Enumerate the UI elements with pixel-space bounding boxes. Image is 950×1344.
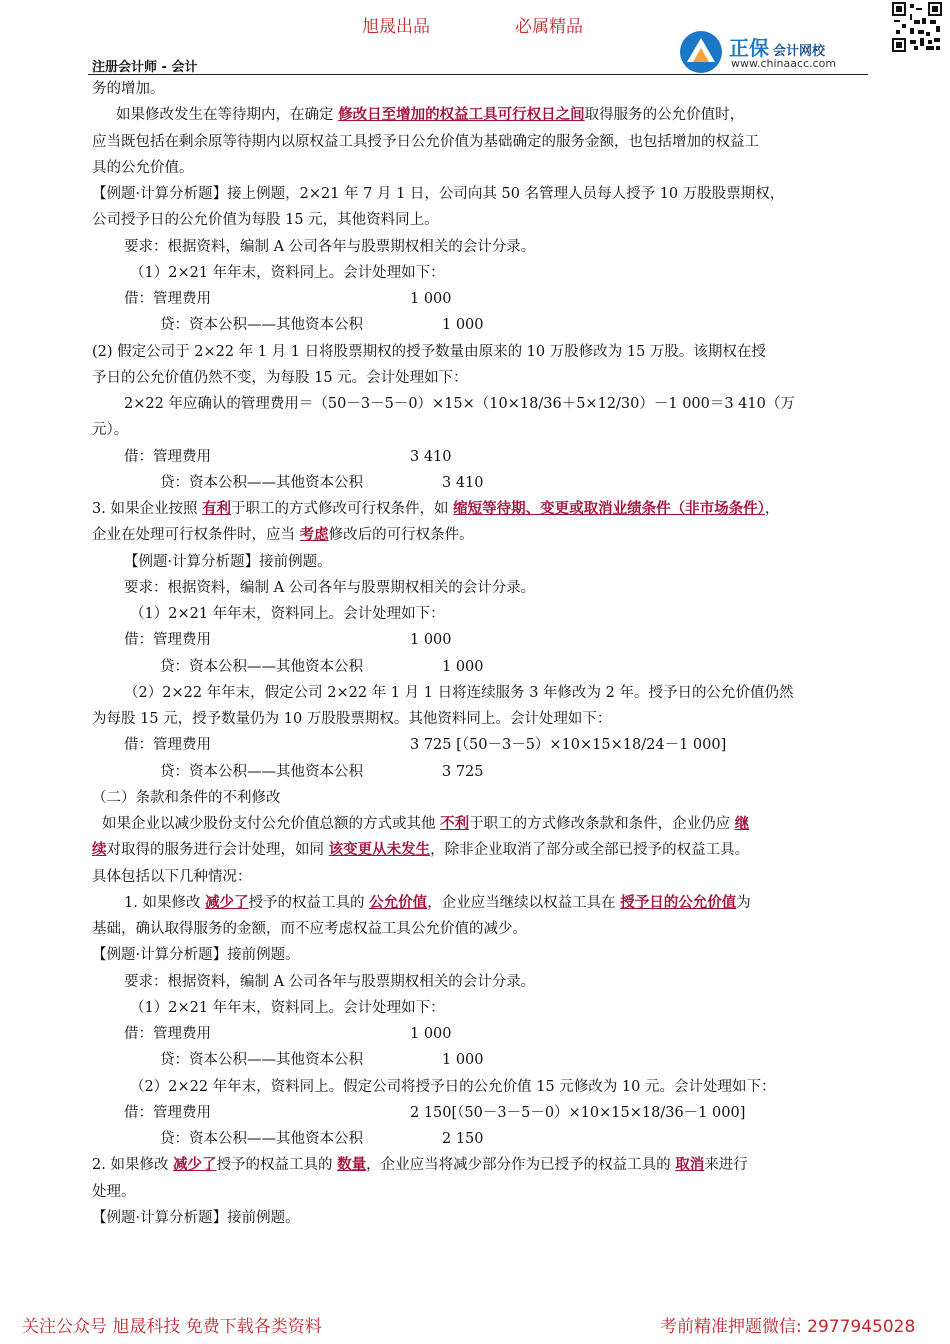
entry-amount: 3 725 [（50－3－5）×10×15×18/24－1 000] [410, 737, 727, 754]
text-segment: 【例题·计算分析题】接前例题。 [124, 553, 332, 570]
text-segment: 要求：根据资料，编制 A 公司各年与股票期权相关的会计分录。 [124, 579, 536, 596]
text-line [92, 158, 194, 178]
text-segment: 贷：资本公积——其他资本公积 [160, 317, 363, 334]
text-segment: ，企业应当继续以权益工具在 [427, 894, 621, 911]
text-line [124, 893, 751, 913]
entry-amount: 3 410 [442, 474, 484, 491]
text-segment: 2. 如果修改 [92, 1157, 174, 1174]
text-segment: 处理。 [92, 1183, 136, 1200]
logo-url: www.chinaacc.com [731, 57, 837, 70]
text-line [124, 972, 535, 992]
text-segment: ，企业应当将减少部分作为已授予的权益工具的 [366, 1157, 676, 1174]
text-segment: 基础，确认取得服务的金额，而不应考虑权益工具公允价值的减少。 [92, 921, 527, 937]
text-segment: 借：管理费用 [124, 737, 211, 754]
text-line [124, 1024, 211, 1044]
text-line [124, 552, 332, 572]
text-segment: 对取得的服务进行会计处理，如同 [106, 842, 329, 859]
text-line [124, 237, 535, 257]
text-segment: 要求：根据资料，编制 A 公司各年与股票期权相关的会计分录。 [124, 973, 536, 990]
text-line [124, 735, 211, 755]
highlighted-term: 减少了 [173, 1156, 217, 1174]
text-segment: 应当既包括在剩余原等待期内以原权益工具授予日公允价值为基础确定的服务金额，也包括增加的权益工 [92, 133, 759, 150]
text-line [92, 342, 766, 362]
text-segment: 为 [736, 894, 751, 911]
text-line [92, 840, 749, 860]
logo-name: 正保 会计网校 [729, 36, 826, 60]
text-line [92, 919, 527, 939]
text-segment: 公司授予日的公允价值为每股 15 元，其他资料同上。 [92, 212, 439, 229]
text-line [92, 709, 611, 729]
brand-logo[interactable] [679, 30, 864, 74]
text-segment: 具的公允价值。 [92, 159, 194, 176]
header-tag-left: 旭晟出品 [362, 17, 430, 37]
entry-amount: 3 410 [410, 448, 452, 465]
highlighted-term: 续 [92, 841, 107, 859]
text-segment: 元）。 [92, 422, 129, 439]
text-line [92, 525, 474, 545]
text-line [160, 473, 363, 493]
text-segment: 【例题·计算分析题】接前例题。 [92, 947, 300, 964]
highlighted-term: 缩短等待期、变更或取消业绩条件（非市场条件） [453, 500, 765, 517]
text-line [92, 788, 281, 808]
highlighted-term: 该变更从未发生 [328, 841, 431, 859]
highlighted-term: 修改日至增加的权益工具可行权日之间 [338, 106, 585, 124]
text-line [92, 420, 128, 440]
text-segment: (2) 假定公司于 2×22 年 1 月 1 日将股票期权的授予数量由原来的 10 万股修改为 15 万股。该期权在授 [92, 343, 766, 360]
text-segment: 1. 如果修改 [124, 894, 206, 911]
text-segment: 贷：资本公积——其他资本公积 [160, 763, 363, 780]
entry-amount: 1 000 [442, 1052, 484, 1069]
logo-mark-icon [679, 30, 723, 74]
text-segment: 于职工的方式修改可行权条件，如 [231, 501, 454, 517]
text-segment: 【例题·计算分析题】接前例题。 [92, 1209, 300, 1226]
text-segment: ， [764, 501, 780, 517]
highlighted-term: 授予日的公允价值 [620, 893, 737, 911]
highlighted-term: 有利 [202, 500, 232, 517]
text-segment: 为每股 15 元，授予数量仍为 10 万股股票期权。其他资料同上。会计处理如下： [92, 711, 612, 727]
footer-left-text: 关注公众号 旭晟科技 免费下载各类资料 [22, 1317, 322, 1337]
text-line [92, 132, 759, 152]
text-segment: 借：管理费用 [124, 448, 211, 465]
text-segment: 务的增加。 [92, 81, 165, 97]
text-segment: 贷：资本公积——其他资本公积 [160, 1131, 363, 1147]
text-segment: 如果企业以减少股份支付公允价值总额的方式或其他 [102, 816, 441, 832]
text-segment: 贷：资本公积——其他资本公积 [160, 1052, 363, 1069]
highlighted-term: 数量 [337, 1156, 367, 1174]
text-line [124, 394, 795, 414]
text-segment: 贷：资本公积——其他资本公积 [160, 474, 363, 491]
text-line [130, 263, 445, 283]
entry-amount: 1 000 [442, 658, 484, 675]
text-segment: 如果修改发生在等待期内，在确定 [116, 107, 339, 124]
text-segment: 贷：资本公积——其他资本公积 [160, 658, 363, 675]
text-segment: （2）2×22 年年末，假定公司 2×22 年 1 月 1 日将连续服务 3 年修改为 2 年。授予日的公允价值仍然 [124, 684, 794, 701]
entry-amount: 1 000 [410, 1026, 452, 1042]
entry-amount: 1 000 [442, 317, 484, 334]
text-segment: ，除非企业取消了部分或全部已授予的权益工具。 [430, 842, 750, 859]
text-segment: （1）2×21 年年末，资料同上。会计处理如下： [130, 999, 445, 1016]
text-segment: 借：管理费用 [124, 1026, 211, 1042]
text-line [130, 998, 445, 1018]
text-line [124, 289, 211, 309]
highlighted-term: 减少了 [205, 893, 249, 911]
entry-amount: 3 725 [442, 763, 484, 780]
text-line [92, 867, 252, 887]
text-segment: 具体包括以下几种情况： [92, 868, 252, 885]
text-segment: 于职工的方式修改条款和条件，企业仍应 [469, 816, 735, 832]
text-line [160, 315, 363, 335]
text-line [92, 1155, 748, 1175]
entry-amount: 1 000 [410, 291, 452, 307]
text-segment: （2）2×22 年年末，资料同上。假定公司将授予日的公允价值 15 元修改为 10 元。会计处理如下： [130, 1078, 776, 1095]
text-line [124, 1103, 211, 1123]
text-segment: 授予的权益工具的 [216, 1157, 338, 1174]
text-line [160, 762, 363, 782]
subject-title: 注册会计师 - 会计 [92, 60, 198, 75]
text-segment: 要求：根据资料，编制 A 公司各年与股票期权相关的会计分录。 [124, 238, 536, 255]
text-line [92, 499, 779, 519]
header-tag-right: 必属精品 [515, 17, 583, 37]
text-line [124, 578, 535, 598]
text-line [92, 945, 300, 965]
highlighted-term: 继 [734, 815, 750, 832]
entry-amount: 2 150 [442, 1131, 484, 1147]
text-segment: 借：管理费用 [124, 291, 211, 307]
text-line [92, 210, 439, 230]
text-line [130, 1077, 776, 1097]
text-segment: （1）2×21 年年末，资料同上。会计处理如下： [130, 264, 445, 281]
text-segment: 3. 如果企业按照 [92, 501, 203, 517]
text-segment: 企业在处理可行权条件时，应当 [92, 527, 300, 544]
footer-right-text: 考前精准押题微信: 2977945028 [660, 1317, 916, 1337]
text-line [160, 1129, 363, 1149]
text-line [124, 683, 793, 703]
text-segment: 取得服务的公允价值时， [584, 107, 745, 124]
text-segment: 来进行 [704, 1157, 748, 1174]
text-segment: 授予的权益工具的 [248, 894, 370, 911]
text-segment: （1）2×21 年年末，资料同上。会计处理如下： [130, 606, 445, 622]
text-line [102, 814, 749, 834]
text-segment: 修改后的可行权条件。 [328, 527, 474, 544]
highlighted-term: 公允价值 [369, 893, 428, 911]
text-line [92, 1208, 300, 1228]
text-segment: 借：管理费用 [124, 1104, 211, 1121]
text-segment: 【例题·计算分析题】接上例题，2×21 年 7 月 1 日，公司向其 50 名管理人员每人授予 10 万股股票期权， [92, 186, 785, 202]
text-line [124, 630, 211, 650]
highlighted-term: 不利 [440, 815, 470, 832]
text-line [160, 657, 363, 677]
highlighted-term: 考虑 [299, 526, 329, 544]
text-line [92, 184, 784, 204]
text-line [92, 368, 468, 388]
qr-code-icon [892, 2, 942, 52]
text-line [92, 1182, 136, 1202]
highlighted-term: 取消 [675, 1156, 705, 1174]
text-segment: 2×22 年应确认的管理费用＝（50－3－5－0）×15×（10×18/36＋5×12/30）－1 000＝3 410（万 [124, 396, 795, 412]
text-line [116, 105, 744, 125]
text-line [160, 1050, 363, 1070]
text-segment: 借：管理费用 [124, 632, 211, 649]
text-line [130, 604, 445, 624]
text-segment: （二）条款和条件的不利修改 [92, 789, 281, 806]
text-line [92, 79, 165, 99]
entry-amount: 1 000 [410, 632, 452, 649]
entry-amount: 2 150[（50－3－5－0）×10×15×18/36－1 000] [410, 1104, 746, 1121]
header-divider [88, 74, 868, 75]
text-line [124, 447, 211, 467]
text-segment: 予日的公允价值仍然不变，为每股 15 元。会计处理如下： [92, 369, 468, 386]
